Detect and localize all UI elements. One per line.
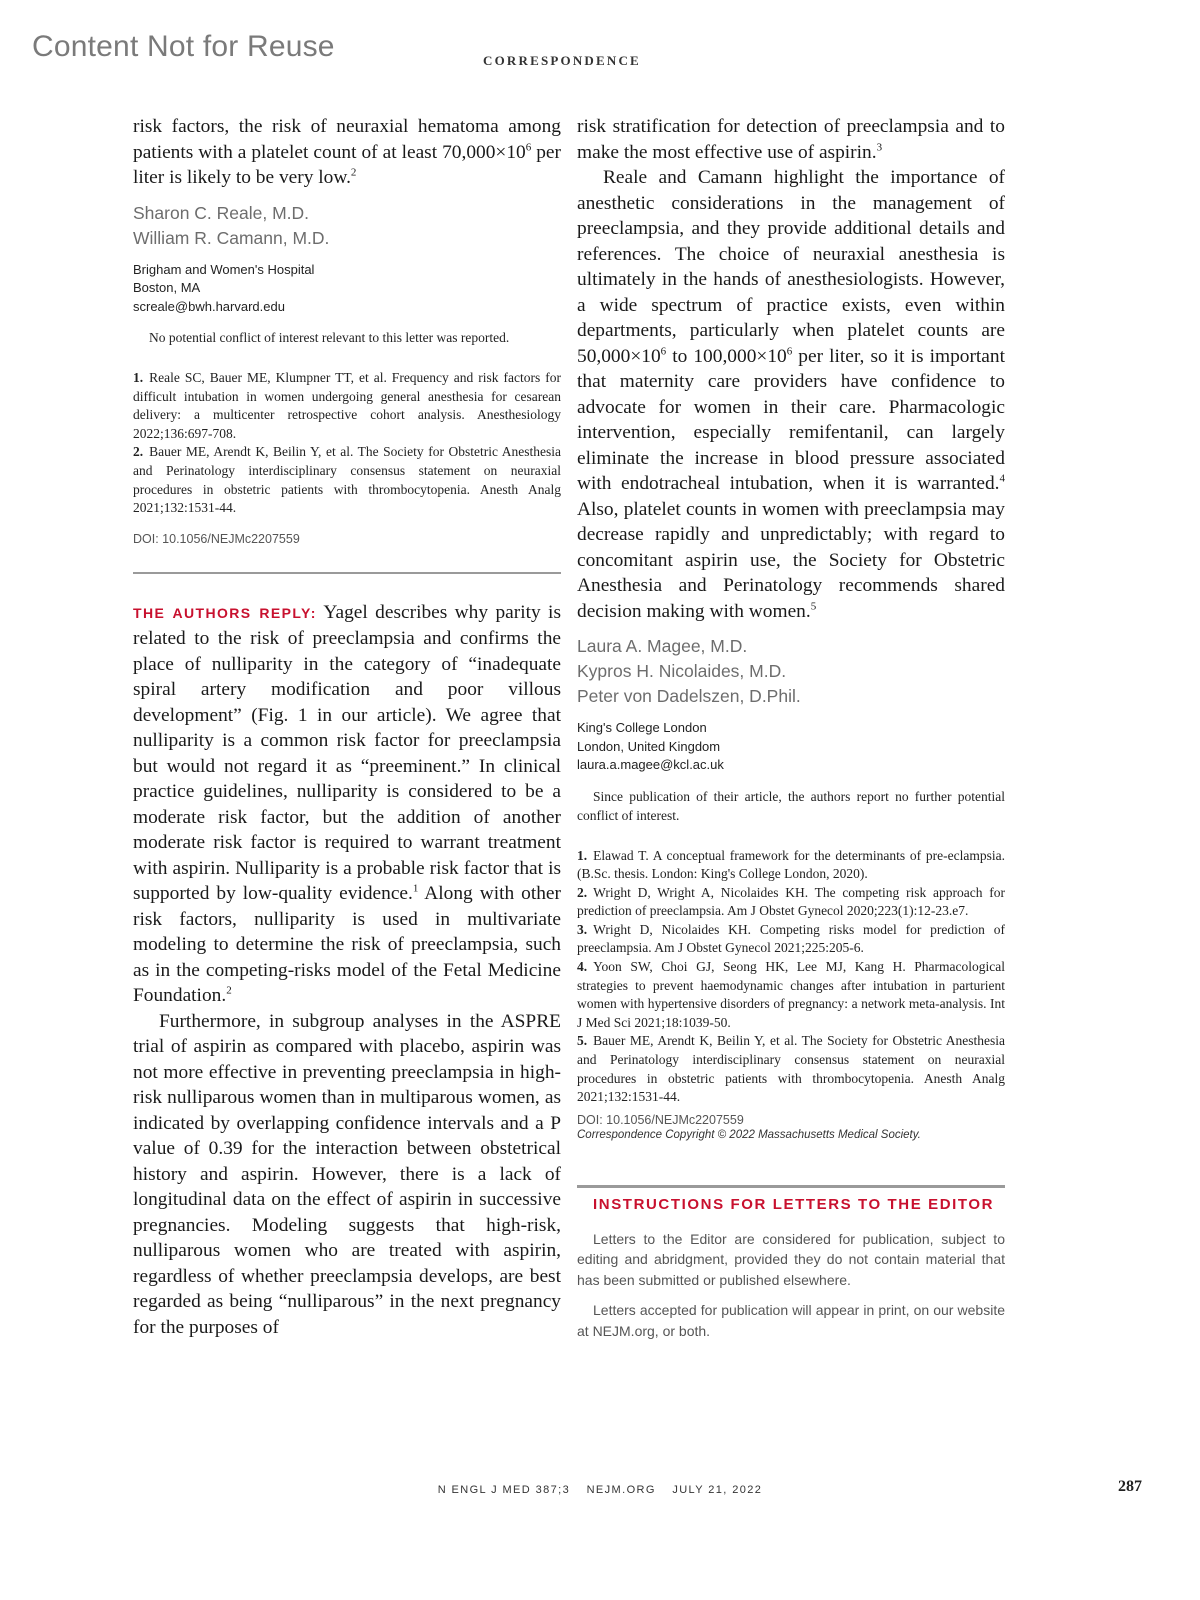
affiliation-line: King's College London [577,720,707,735]
reply-paragraph: THE AUTHORS REPLY: Yagel describes why parity is related to the risk of preeclampsia and confirms the place of nulliparity in the category of “inadequate spiral artery modification and poor villous development” (Fig. 1 in our article). We agree that nulliparity is a common risk factor for preeclampsia but would not regard it as “preeminent.” In clinical practice guidelines, nulliparity is considered to be a moderate risk factor, but the addition of another moderate risk factor is required to warrant treatment with aspirin. Nulliparity is a probable risk factor that is supported by low-quality evidence.$^1$ Along with other risk factors, nulliparity is used in multivariate modeling to determine the risk of preeclampsia, such as in the competing-risks model of the Fetal Medicine Foundation.$^2$ [133,601,561,1007]
issue-date: JULY 21, 2022 [672,1484,763,1496]
reference-list [133,369,561,518]
instructions-paragraph: Letters accepted for publication will appear in print, on our website at NEJM.org, or both. [577,1302,1005,1339]
body-paragraph: Reale and Camann highlight the importance of anesthetic considerations in the management of preeclampsia, and they provide additional details and references. The choice of neuraxial anesthesia is ultimately in the hands of anesthesiologists. However, a wide spectrum of practice exists, even within departments, particularly when platelet counts are $50,000\times 10^6$ to $100,000\times 10^6$ per liter, so it is important that maternity care providers have confidence to advocate for women in their care. Pharmacologic intervention, especially remifentanil, can largely eliminate the increase in blood pressure associated with endotracheal intubation, when it is warranted.$^4$ Also, platelet counts in women with preeclampsia may decrease rapidly and unpredictably; with regard to concomitant aspirin use, the Society for Obstetric Anesthesia and Perinatology recommends shared decision making with women.$^5$ [577,167,1005,622]
letter-authors [133,201,561,251]
divider [133,572,561,574]
journal-citation: N ENGL J MED 387;3 [437,1484,571,1496]
opening-paragraph: risk factors, the risk of neuraxial hematoma among patients with a platelet count of at least $70,000\times 10^6$ per liter is likely to be very low.$^2$ [133,116,561,188]
author-name: Sharon C. Reale, M.D. [133,202,310,223]
doi: DOI: 10.1056/NEJMc2207559 [133,531,300,546]
instructions-title: INSTRUCTIONS FOR LETTERS TO THE EDITOR [593,1195,995,1213]
body-paragraph: risk stratification for detection of preeclampsia and to make the most effective use of aspirin.$^3$ [577,116,1005,163]
doi: DOI: 10.1056/NEJMc2207559 [577,1112,744,1127]
reply-label: THE AUTHORS REPLY: [133,604,317,621]
author-name: William R. Camann, M.D. [133,227,330,248]
instructions-box [577,1185,1005,1342]
letter-affiliation [133,261,561,317]
reference-item: 2. Bauer ME, Arendt K, Beilin Y, et al. The Society for Obstetric Anesthesia and Perinatology interdisciplinary consensus statement on neuraxial procedures in obstetric patients with thrombocytopenia. Anesth Analg 2021;132:1531-44. [133,444,561,516]
reply-paragraph: Furthermore, in subgroup analyses in the ASPRE trial of aspirin as compared with placebo, aspirin was not more effective in preventing preeclampsia in high-risk nulliparous women than in multiparous women, as indicated by overlapping confidence intervals and a P value of 0.39 for the interaction between obstetrical history and aspirin. However, there is a lack of longitudinal data on the effect of aspirin in successive pregnancies. Modeling suggests that high-risk, nulliparous women who are treated with aspirin, regardless of whether preeclampsia develops, are best regarded as being “nulliparous” in the next pregnancy for the purposes of [133,1010,561,1338]
reference-item: 5. Bauer ME, Arendt K, Beilin Y, et al. The Society for Obstetric Anesthesia and Perinatology interdisciplinary consensus statement on neuraxial procedures in obstetric patients with thrombocytopenia. Anesth Analg 2021;132:1531-44. [577,1033,1005,1105]
reference-item: 1. Elawad T. A conceptual framework for the determinants of pre-eclampsia. (B.Sc. thesis. London: King's College London, 2020). [577,847,1005,882]
author-name: Laura A. Magee, M.D. [577,636,748,656]
email-address: screale@bwh.harvard.edu [133,298,285,314]
affiliation-line: London, United Kingdom [577,738,721,754]
conflict-statement: Since publication of their article, the authors report no further potential conflict of interest. [577,788,1005,823]
section-header: CORRESPONDENCE [483,53,641,68]
reference-item: 2. Wright D, Wright A, Nicolaides KH. The competing risk approach for prediction of preeclampsia. Am J Obstet Gynecol 2020;223(1):12-23.e7. [577,884,1005,919]
instructions-paragraph: Letters to the Editor are considered for publication, subject to editing and abridgment, provided they do not contain material that has been submitted or published elsewhere. [577,1230,1005,1288]
reference-list [577,847,1005,1107]
page-footer [0,1484,1200,1496]
reply-affiliation [577,719,1005,775]
conflict-statement: No potential conflict of interest relevant to this letter was reported. [149,330,510,345]
reference-item: 4. Yoon SW, Choi GJ, Seong HK, Lee MJ, Kang H. Pharmacological strategies to prevent haemodynamic changes after intubation in parturient women with hypertensive disorders of pregnancy: a network meta-analysis. Int J Med Sci 2021;18:1039-50. [577,959,1005,1030]
right-column [577,114,1005,1351]
reply-authors [577,634,1005,709]
page-number: 287 [1118,1478,1142,1495]
author-name: Peter von Dadelszen, D.Phil. [577,686,801,706]
affiliation-line: Brigham and Women's Hospital [133,261,315,277]
author-name: Kypros H. Nicolaides, M.D. [577,661,787,681]
affiliation-line: Boston, MA [133,280,201,295]
email-address: laura.a.magee@kcl.ac.uk [577,757,724,772]
journal-site: NEJM.ORG [586,1484,656,1496]
copyright-notice: Correspondence Copyright © 2022 Massachusetts Medical Society. [577,1128,921,1141]
reference-item: 3. Wright D, Nicolaides KH. Competing risks model for prediction of preeclampsia. Am J Obstet Gynecol 2021;225:205-6. [577,921,1005,956]
watermark: Content Not for Reuse [32,30,335,63]
reference-item: 1. Reale SC, Bauer ME, Klumpner TT, et al. Frequency and risk factors for difficult intubation in women undergoing general anesthesia for cesarean delivery: a multicenter retrospective cohort analysis. Anesthesiology 2022;136:697-708. [133,370,561,441]
left-column [133,114,561,1340]
